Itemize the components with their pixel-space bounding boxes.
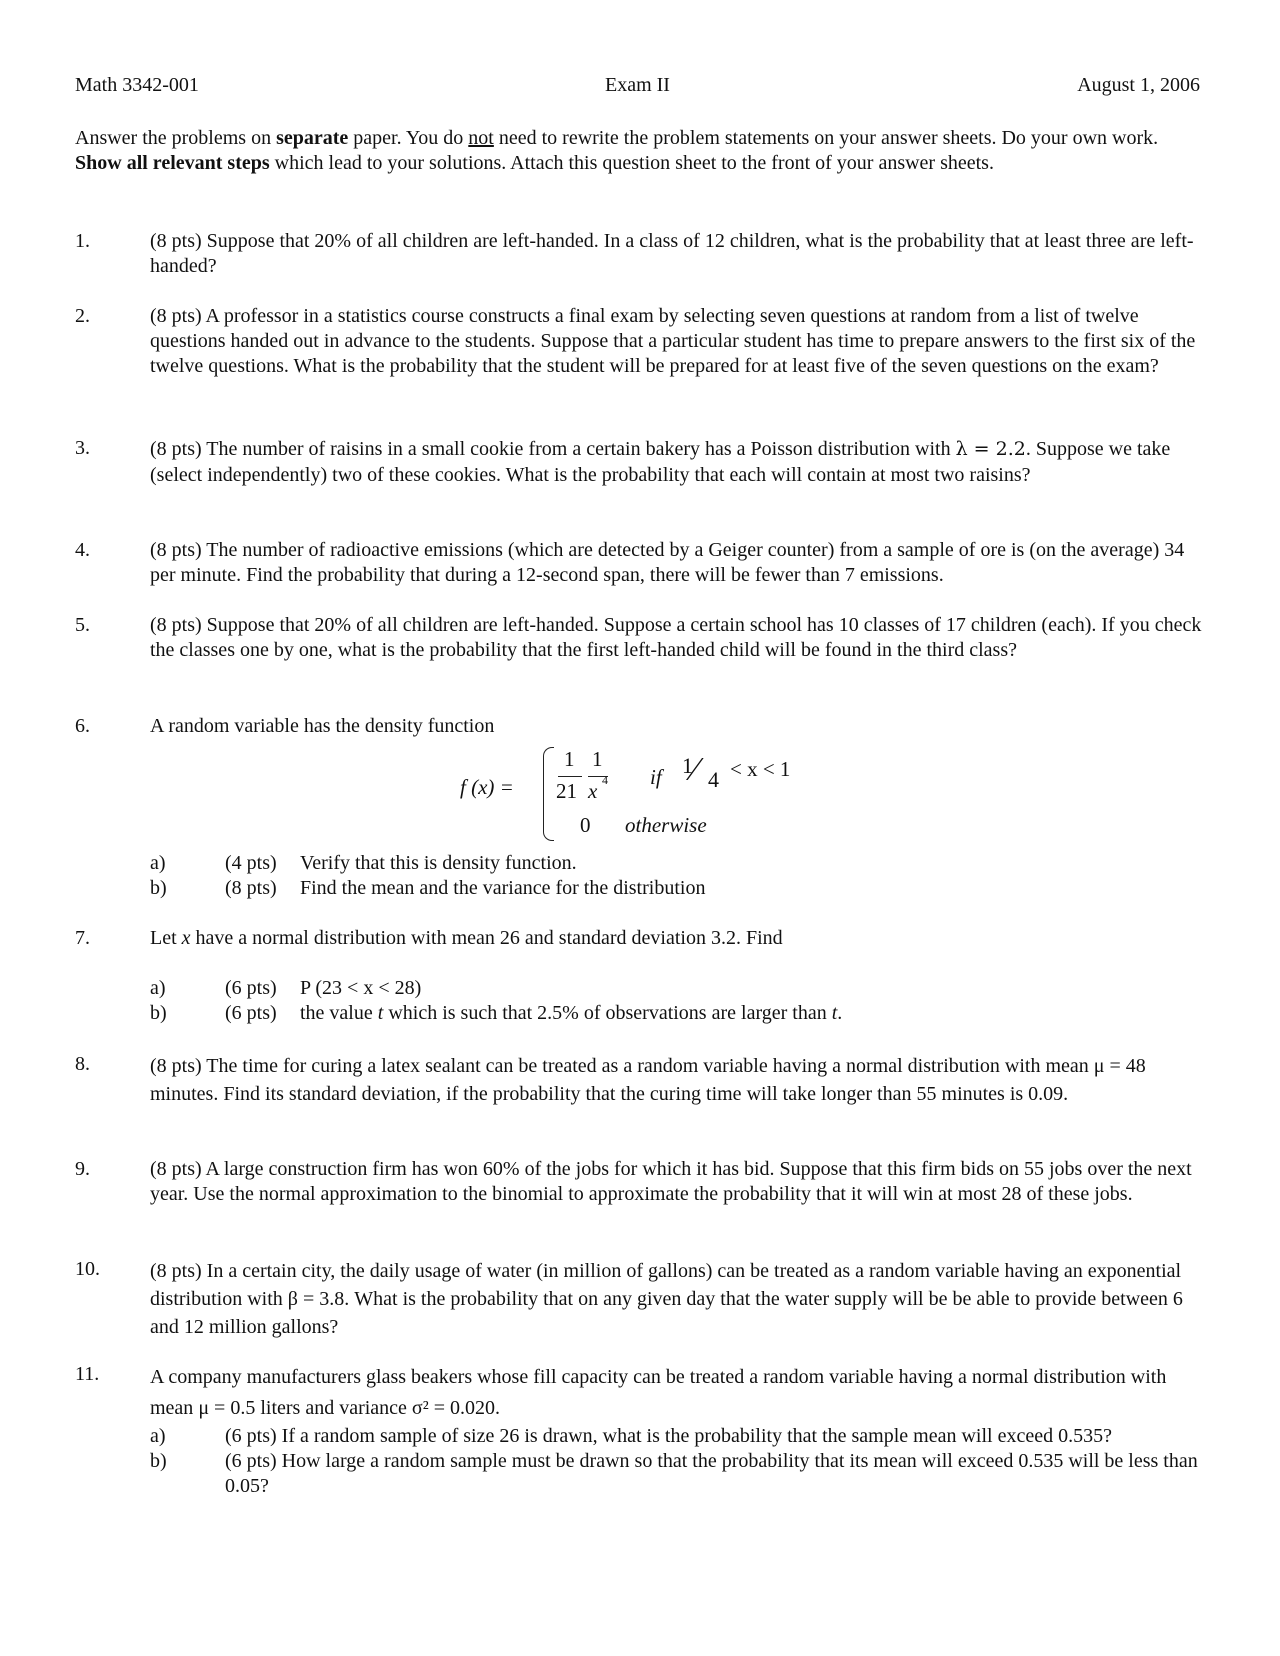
problem-text: (8 pts) The number of radioactive emissions (which are detected by a Geiger counter) from a sample of ore is (on the average) 34 per minute. Find the probability that during a 12-second span, there will be fewer than 7 emissions. — [150, 539, 1185, 586]
sigma-value: σ² = 0.020 — [411, 1397, 495, 1419]
problem-10 — [75, 1257, 1205, 1337]
otherwise-word: otherwise — [625, 813, 707, 837]
brace — [543, 747, 554, 841]
problem-text: (8 pts) A professor in a statistics course constructs a final exam by selecting seven questions at random from a list of twelve questions handed out in advance to the students. Suppose that a particular student has time to prepare answers to the first six of the twelve questions. What is the probability that the student will be prepared for at least five of the seven questions on the exam? — [150, 305, 1196, 377]
problem-3 — [75, 436, 1205, 511]
problem-number: 8. — [75, 1053, 90, 1075]
part-points: (4 pts) — [225, 852, 277, 874]
problem-number: 2. — [75, 305, 90, 327]
problem-7b — [150, 1001, 1150, 1026]
part-label: a) — [150, 1425, 166, 1447]
lambda-value: λ = 2.2 — [955, 438, 1026, 460]
part-label: a) — [150, 977, 166, 999]
problem-4 — [75, 538, 1205, 588]
part-points: (6 pts) — [225, 1002, 277, 1024]
problem-number: 1. — [75, 230, 90, 252]
zero-value: 0 — [580, 813, 591, 837]
part-points: (6 pts) — [225, 977, 277, 999]
problem-text: (8 pts) In a certain city, the daily usage of water (in million of gallons) can be treated as a random variable having an exponential distribution with β = 3.8. What is the probability that on any given day that the water supply will be be able to provide between 6 and 12 million gallons? — [150, 1260, 1183, 1338]
problem-11a — [150, 1424, 1200, 1449]
frac-den-1: 21 — [556, 779, 577, 803]
fraction-denominator: 4 — [708, 767, 719, 792]
problem-text: (8 pts) A large construction firm has won 60% of the jobs for which it has bid. Suppose that this firm bids on 55 jobs over the next year. Use the normal approximation to the binomial to approximate the probability that it will win at most 28 of these jobs. — [150, 1158, 1192, 1205]
problem-8 — [75, 1052, 1205, 1132]
part-text: Find the mean and the variance for the distribution — [300, 877, 706, 899]
beta-value: β = 3.8 — [287, 1288, 345, 1310]
problem-text: Let x have a normal distribution with mean 26 and standard deviation 3.2. Find — [150, 927, 783, 949]
density-function-formula — [460, 745, 820, 845]
part-text: P (23 < x < 28) — [300, 977, 422, 999]
frac-num-2: 1 — [592, 747, 603, 771]
condition: < x < 1 — [730, 757, 791, 781]
problem-6a-body — [150, 851, 1210, 876]
problem-2 — [75, 304, 1205, 404]
problem-11b — [150, 1449, 1200, 1499]
problem-number: 4. — [75, 539, 90, 561]
part-label: b) — [150, 1450, 167, 1472]
problem-text: (8 pts) The number of raisins in a small cookie from a certain bakery has a Poisson distribution with λ = 2.2. Suppose we take (select independently) two of these cookies. What is the probability that each will contain at most two raisins? — [150, 438, 1171, 486]
mu-value: μ = 0.5 — [198, 1397, 256, 1419]
instructions: Answer the problems on separate paper. You do not need to rewrite the problem statements on your answer sheets. Do your own work. Show all relevant steps which lead to your solutions. Attach this question sheet to the front of your answer sheets. — [75, 127, 1159, 174]
frac-num-1: 1 — [564, 747, 575, 771]
part-text: Verify that this is density function. — [300, 852, 577, 874]
emphasis-show-steps: Show all relevant steps — [75, 152, 270, 174]
problem-number: 5. — [75, 614, 90, 636]
fraction-numerator: 1 — [682, 753, 693, 778]
problem-11 — [75, 1362, 1205, 1422]
part-text: the value t which is such that 2.5% of observations are larger than t. — [300, 1002, 843, 1024]
exam-title: Exam II — [605, 74, 670, 96]
problem-number: 3. — [75, 437, 90, 459]
problem-number: 10. — [75, 1258, 100, 1280]
emphasis-not: not — [468, 127, 494, 149]
problem-5 — [75, 613, 1205, 688]
part-text: (6 pts) If a random sample of size 26 is drawn, what is the probability that the sample mean will exceed 0.535? — [225, 1425, 1112, 1447]
problem-text: (8 pts) Suppose that 20% of all children are left-handed. Suppose a certain school has 10 classes of 17 children (each). If you check the classes one by one, what is the probability that the first left-handed child will be found in the third class? — [150, 614, 1202, 661]
frac-den-2: x — [588, 779, 598, 803]
exponent: 4 — [602, 773, 608, 787]
exam-date: August 1, 2006 — [1077, 74, 1200, 96]
mu-value: μ = 48 — [1093, 1055, 1146, 1077]
problem-text: (8 pts) Suppose that 20% of all children are left-handed. In a class of 12 children, what is the probability that at least three are left-handed? — [150, 230, 1194, 277]
part-label: a) — [150, 852, 166, 874]
part-points: (8 pts) — [225, 877, 277, 899]
fraction-slash: ⁄ — [692, 751, 698, 788]
problem-text: (8 pts) The time for curing a latex sealant can be treated as a random variable having a normal distribution with mean μ = 48 minutes. Find its standard deviation, if the probability that the curing time will take longer than 55 minutes is 0.09. — [150, 1055, 1146, 1105]
frac-line-1 — [558, 776, 582, 777]
problem-6b-body — [150, 876, 1210, 901]
part-label: b) — [150, 877, 167, 899]
emphasis-separate: separate — [276, 127, 349, 149]
problem-number: 7. — [75, 927, 90, 949]
part-label: b) — [150, 1002, 167, 1024]
formula-lhs: f (x) = — [460, 775, 514, 799]
problem-number: 9. — [75, 1158, 90, 1180]
problem-number: 11. — [75, 1363, 100, 1385]
problem-text: A random variable has the density function — [150, 715, 495, 737]
if-word: if — [650, 765, 662, 789]
problem-number: 6. — [75, 715, 90, 737]
problem-text: A company manufacturers glass beakers whose fill capacity can be treated a random variable having a normal distribution with mean μ = 0.5 liters and variance σ² = 0.020. — [150, 1366, 1167, 1419]
course-code: Math 3342-001 — [75, 74, 199, 96]
part-text: (6 pts) How large a random sample must be drawn so that the probability that its mean will exceed 0.535 will be less than 0.05? — [225, 1450, 1198, 1497]
problem-1 — [75, 229, 1205, 279]
problem-6 — [75, 714, 1205, 739]
problem-7 — [75, 926, 1205, 951]
problem-9 — [75, 1157, 1205, 1232]
page-header — [75, 74, 1200, 104]
problem-7a — [150, 976, 1150, 1001]
